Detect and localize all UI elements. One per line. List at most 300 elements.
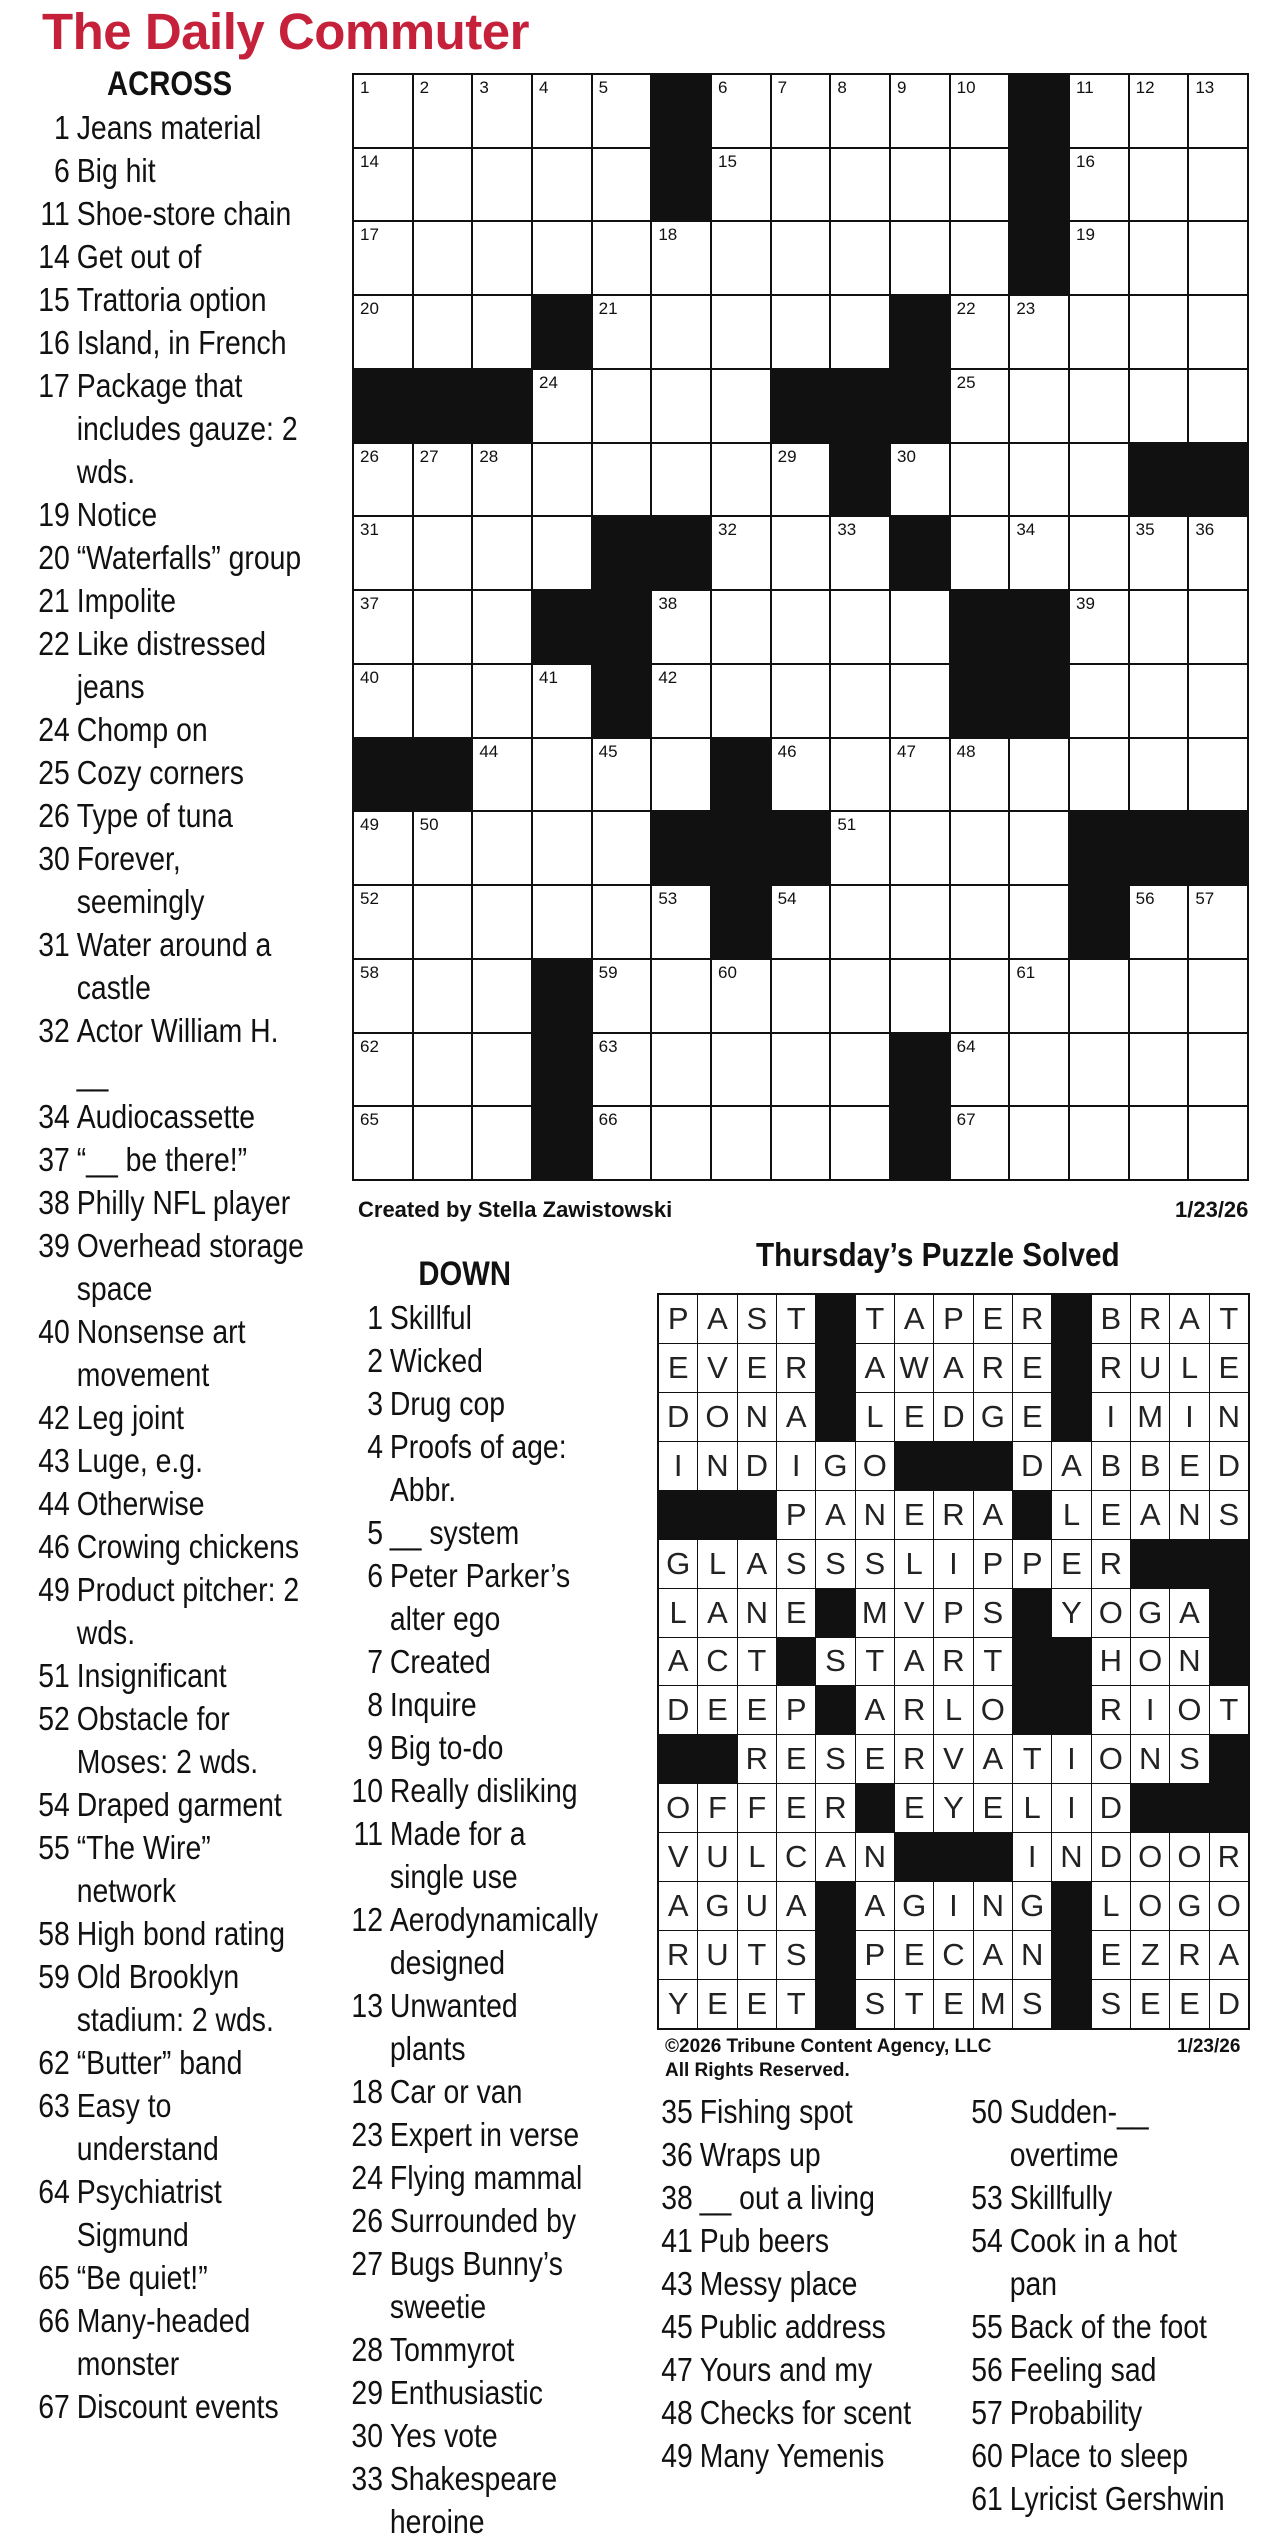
grid-cell[interactable] <box>1189 665 1247 737</box>
black-square <box>354 370 412 442</box>
cell-number: 23 <box>1016 299 1036 319</box>
solution-letter: E <box>738 1686 776 1734</box>
grid-cell[interactable] <box>831 1034 889 1106</box>
grid-cell[interactable] <box>712 222 770 294</box>
grid-cell[interactable] <box>712 1107 770 1179</box>
clue-number: 43 <box>38 1442 70 1479</box>
clue-text: Made for a single use <box>389 1815 526 1895</box>
grid-cell[interactable] <box>473 739 531 811</box>
black-square <box>593 591 651 663</box>
grid-cell[interactable] <box>951 517 1009 589</box>
grid-cell[interactable] <box>354 75 412 147</box>
grid-cell[interactable] <box>712 149 770 221</box>
grid-cell[interactable] <box>414 444 472 516</box>
grid-cell[interactable] <box>772 296 830 368</box>
solution-letter: A <box>777 1882 815 1930</box>
grid-cell[interactable] <box>1070 444 1128 516</box>
grid-cell[interactable] <box>652 1107 710 1179</box>
grid-cell[interactable] <box>1070 1034 1128 1106</box>
grid-cell[interactable] <box>891 222 949 294</box>
grid-cell[interactable] <box>1070 222 1128 294</box>
clue-text: Otherwise <box>76 1485 205 1522</box>
cell-number: 9 <box>897 78 907 97</box>
clue-number: 11 <box>40 195 70 232</box>
solution-letter: D <box>1210 1442 1248 1490</box>
solution-black-square <box>1170 1540 1208 1588</box>
clue-text: Forever, seemingly <box>76 840 205 920</box>
grid-cell[interactable] <box>1189 1107 1247 1179</box>
grid-cell[interactable] <box>1010 1034 1068 1106</box>
black-square <box>1130 812 1188 884</box>
grid-cell[interactable] <box>1070 960 1128 1032</box>
grid-cell[interactable] <box>414 960 472 1032</box>
grid-cell[interactable] <box>891 960 949 1032</box>
black-square <box>414 739 472 811</box>
clue-number: 59 <box>38 1958 70 1995</box>
grid-cell[interactable] <box>473 75 531 147</box>
grid-cell[interactable] <box>1070 591 1128 663</box>
grid-cell[interactable] <box>1070 296 1128 368</box>
solution-letter: E <box>1092 1491 1130 1539</box>
grid-cell[interactable] <box>533 517 591 589</box>
grid-cell[interactable] <box>1189 886 1247 958</box>
clue-text: Nonsense art movement <box>76 1313 246 1393</box>
grid-cell[interactable] <box>533 444 591 516</box>
grid-cell[interactable] <box>1189 75 1247 147</box>
solution-letter: E <box>895 1931 933 1979</box>
solution-letter: D <box>1210 1980 1248 2028</box>
grid-cell[interactable] <box>891 149 949 221</box>
grid-cell[interactable] <box>1130 591 1188 663</box>
grid-cell[interactable] <box>354 296 412 368</box>
grid-cell[interactable] <box>473 1107 531 1179</box>
grid-cell[interactable] <box>772 739 830 811</box>
grid-cell[interactable] <box>473 1034 531 1106</box>
grid-cell[interactable] <box>354 1107 412 1179</box>
clue-text: Easy to understand <box>76 2087 219 2167</box>
black-square <box>354 739 412 811</box>
clue-number: 67 <box>38 2388 70 2425</box>
solution-letter: G <box>698 1882 736 1930</box>
grid-cell[interactable] <box>533 75 591 147</box>
grid-cell[interactable] <box>951 75 1009 147</box>
grid-cell[interactable] <box>951 296 1009 368</box>
solution-letter: O <box>1210 1882 1248 1930</box>
grid-cell[interactable] <box>1070 665 1128 737</box>
grid-cell[interactable] <box>1010 960 1068 1032</box>
clue-number: 24 <box>351 2159 383 2196</box>
cell-number: 49 <box>360 815 379 835</box>
grid-cell[interactable] <box>951 370 1009 442</box>
solution-letter: A <box>934 1344 972 1392</box>
solution-letter: N <box>974 1882 1012 1930</box>
grid-cell[interactable] <box>1189 1034 1247 1106</box>
clue-number: 20 <box>38 539 70 576</box>
solution-black-square <box>1210 1589 1248 1637</box>
clue-item <box>32 1439 307 1482</box>
grid-cell[interactable] <box>1070 370 1128 442</box>
cell-number: 21 <box>598 299 618 319</box>
black-square <box>1189 444 1247 516</box>
grid-cell[interactable] <box>951 149 1009 221</box>
grid-cell[interactable] <box>593 960 651 1032</box>
grid-cell[interactable] <box>473 960 531 1032</box>
grid-cell[interactable] <box>1010 444 1068 516</box>
grid-cell[interactable] <box>593 222 651 294</box>
grid-cell[interactable] <box>1010 370 1068 442</box>
clue-item <box>32 708 307 751</box>
grid-cell[interactable] <box>831 517 889 589</box>
clue-item <box>965 2219 1232 2305</box>
solution-letter: R <box>934 1491 972 1539</box>
grid-cell[interactable] <box>1189 960 1247 1032</box>
grid-cell[interactable] <box>831 1107 889 1179</box>
clue-number: 16 <box>38 324 70 361</box>
grid-cell[interactable] <box>712 960 770 1032</box>
grid-cell[interactable] <box>772 75 830 147</box>
grid-cell[interactable] <box>354 812 412 884</box>
grid-cell[interactable] <box>951 960 1009 1032</box>
clue-text: “__ be there!” <box>76 1141 248 1178</box>
grid-cell[interactable] <box>593 296 651 368</box>
grid-cell[interactable] <box>951 444 1009 516</box>
grid-cell[interactable] <box>593 812 651 884</box>
solution-letter: I <box>1052 1735 1090 1783</box>
grid-cell[interactable] <box>1189 149 1247 221</box>
grid-cell[interactable] <box>772 222 830 294</box>
grid-cell[interactable] <box>1130 960 1188 1032</box>
clue-text: Yes vote <box>389 2417 498 2454</box>
solution-black-square <box>1210 1540 1248 1588</box>
cell-number: 33 <box>837 520 857 540</box>
grid-cell[interactable] <box>1189 739 1247 811</box>
solution-letter: Z <box>1131 1931 1169 1979</box>
grid-cell[interactable] <box>593 1034 651 1106</box>
black-square <box>473 370 531 442</box>
solution-letter: S <box>1013 1980 1051 2028</box>
grid-cell[interactable] <box>831 665 889 737</box>
grid-cell[interactable] <box>533 886 591 958</box>
grid-cell[interactable] <box>473 296 531 368</box>
grid-cell[interactable] <box>593 75 651 147</box>
black-square <box>891 1034 949 1106</box>
grid-cell[interactable] <box>533 665 591 737</box>
grid-cell[interactable] <box>772 886 830 958</box>
clue-item <box>340 2414 589 2457</box>
grid-cell[interactable] <box>831 296 889 368</box>
grid-cell[interactable] <box>652 739 710 811</box>
clue-number: 15 <box>38 281 70 318</box>
clue-text: Get out of <box>76 238 202 275</box>
grid-cell[interactable] <box>772 444 830 516</box>
grid-cell[interactable] <box>712 591 770 663</box>
grid-cell[interactable] <box>1130 886 1188 958</box>
solution-letter: S <box>816 1540 854 1588</box>
grid-cell[interactable] <box>414 812 472 884</box>
grid-cell[interactable] <box>831 149 889 221</box>
clue-text: Island, in French <box>76 324 287 361</box>
grid-cell[interactable] <box>1010 296 1068 368</box>
grid-cell[interactable] <box>1189 222 1247 294</box>
cell-number: 8 <box>837 78 847 97</box>
grid-cell[interactable] <box>891 886 949 958</box>
grid-cell[interactable] <box>712 444 770 516</box>
grid-cell[interactable] <box>1189 591 1247 663</box>
grid-cell[interactable] <box>1130 517 1188 589</box>
grid-cell[interactable] <box>354 886 412 958</box>
grid-cell[interactable] <box>1189 296 1247 368</box>
clue-text: Probability <box>1009 2394 1143 2431</box>
grid-cell[interactable] <box>951 1107 1009 1179</box>
grid-cell[interactable] <box>891 665 949 737</box>
cell-number: 35 <box>1135 520 1155 540</box>
clue-number: 23 <box>351 2116 383 2153</box>
solution-letter: G <box>974 1393 1012 1441</box>
solution-letter: W <box>895 1344 933 1392</box>
grid-cell[interactable] <box>1130 149 1188 221</box>
grid-cell[interactable] <box>593 444 651 516</box>
grid-cell[interactable] <box>712 370 770 442</box>
clue-item <box>32 1568 307 1654</box>
cell-number: 18 <box>658 225 678 245</box>
grid-cell[interactable] <box>414 75 472 147</box>
clue-number: 40 <box>38 1313 70 1350</box>
grid-cell[interactable] <box>831 886 889 958</box>
grid-cell[interactable] <box>652 665 710 737</box>
grid-cell[interactable] <box>951 886 1009 958</box>
grid-cell[interactable] <box>1189 370 1247 442</box>
clue-number: 31 <box>38 926 70 963</box>
solution-letter: E <box>777 1735 815 1783</box>
clue-number: 26 <box>351 2202 383 2239</box>
grid-cell[interactable] <box>891 739 949 811</box>
clue-text: Discount events <box>76 2388 279 2425</box>
grid-cell[interactable] <box>652 370 710 442</box>
grid-cell[interactable] <box>414 591 472 663</box>
clue-text: Inquire <box>389 1686 477 1723</box>
grid-cell[interactable] <box>414 886 472 958</box>
clue-item <box>32 923 307 1009</box>
clue-text: Wicked <box>389 1342 483 1379</box>
grid-cell[interactable] <box>414 1034 472 1106</box>
grid-cell[interactable] <box>414 1107 472 1179</box>
grid-cell[interactable] <box>1010 1107 1068 1179</box>
grid-cell[interactable] <box>354 591 412 663</box>
clue-text: Shoe-store chain <box>76 195 292 232</box>
solution-letter: S <box>974 1589 1012 1637</box>
grid-cell[interactable] <box>772 517 830 589</box>
grid-cell[interactable] <box>652 222 710 294</box>
grid-cell[interactable] <box>652 444 710 516</box>
cell-number: 7 <box>777 78 788 97</box>
grid-cell[interactable] <box>891 444 949 516</box>
grid-cell[interactable] <box>414 665 472 737</box>
grid-cell[interactable] <box>473 812 531 884</box>
grid-cell[interactable] <box>831 812 889 884</box>
grid-cell[interactable] <box>473 665 531 737</box>
grid-cell[interactable] <box>533 739 591 811</box>
grid-cell[interactable] <box>652 960 710 1032</box>
clue-text: Yours and my <box>699 2351 873 2388</box>
grid-cell[interactable] <box>354 444 412 516</box>
grid-cell[interactable] <box>1130 296 1188 368</box>
grid-cell[interactable] <box>652 1034 710 1106</box>
grid-cell[interactable] <box>652 886 710 958</box>
solution-letter: I <box>934 1882 972 1930</box>
grid-cell[interactable] <box>1130 222 1188 294</box>
grid-cell[interactable] <box>593 739 651 811</box>
solution-black-square <box>934 1442 972 1490</box>
grid-cell[interactable] <box>354 149 412 221</box>
clue-item <box>340 1554 589 1640</box>
grid-cell[interactable] <box>951 222 1009 294</box>
solution-letter: O <box>698 1393 736 1441</box>
solution-letter: U <box>1131 1344 1169 1392</box>
grid-cell[interactable] <box>891 75 949 147</box>
grid-cell[interactable] <box>831 591 889 663</box>
grid-cell[interactable] <box>1070 739 1128 811</box>
solution-letter: E <box>777 1589 815 1637</box>
solution-black-square <box>1013 1589 1051 1637</box>
grid-cell[interactable] <box>772 149 830 221</box>
grid-cell[interactable] <box>712 296 770 368</box>
clue-number: 41 <box>661 2222 693 2259</box>
clue-item <box>965 2434 1232 2477</box>
grid-cell[interactable] <box>831 960 889 1032</box>
grid-cell[interactable] <box>1070 517 1128 589</box>
solution-black-square <box>1052 1393 1090 1441</box>
solution-black-square <box>1170 1784 1208 1832</box>
grid-cell[interactable] <box>652 591 710 663</box>
solution-black-square <box>738 1491 776 1539</box>
grid-cell[interactable] <box>593 886 651 958</box>
grid-cell[interactable] <box>951 739 1009 811</box>
grid-cell[interactable] <box>354 222 412 294</box>
solution-letter: A <box>1131 1491 1169 1539</box>
clue-item <box>32 622 307 708</box>
clue-text: Crowing chickens <box>76 1528 300 1565</box>
grid-cell[interactable] <box>354 665 412 737</box>
grid-cell[interactable] <box>473 444 531 516</box>
grid-cell[interactable] <box>1130 1034 1188 1106</box>
grid-cell[interactable] <box>772 665 830 737</box>
clue-item <box>32 149 307 192</box>
grid-cell[interactable] <box>533 370 591 442</box>
grid-cell[interactable] <box>951 812 1009 884</box>
clue-number: 65 <box>38 2259 70 2296</box>
clue-number: 19 <box>38 496 70 533</box>
grid-cell[interactable] <box>831 739 889 811</box>
solution-letter: S <box>816 1638 854 1686</box>
cell-number: 30 <box>897 446 916 466</box>
grid-cell[interactable] <box>354 517 412 589</box>
grid-cell[interactable] <box>1130 75 1188 147</box>
grid-cell[interactable] <box>414 517 472 589</box>
grid-cell[interactable] <box>891 812 949 884</box>
grid-cell[interactable] <box>473 517 531 589</box>
clue-item <box>32 2041 307 2084</box>
grid-cell[interactable] <box>1130 1107 1188 1179</box>
grid-cell[interactable] <box>1010 739 1068 811</box>
grid-cell[interactable] <box>1070 75 1128 147</box>
black-square <box>652 812 710 884</box>
grid-cell[interactable] <box>1010 886 1068 958</box>
clue-text: Peter Parker’s alter ego <box>389 1557 571 1637</box>
grid-cell[interactable] <box>1130 370 1188 442</box>
solution-letter: E <box>698 1980 736 2028</box>
solution-black-square <box>777 1638 815 1686</box>
grid-cell[interactable] <box>772 960 830 1032</box>
grid-cell[interactable] <box>1130 665 1188 737</box>
grid-cell[interactable] <box>593 149 651 221</box>
grid-cell[interactable] <box>831 75 889 147</box>
grid-cell[interactable] <box>1070 1107 1128 1179</box>
grid-cell[interactable] <box>1070 149 1128 221</box>
grid-cell[interactable] <box>1010 812 1068 884</box>
grid-cell[interactable] <box>712 1034 770 1106</box>
grid-cell[interactable] <box>533 149 591 221</box>
grid-cell[interactable] <box>1010 517 1068 589</box>
grid-cell[interactable] <box>712 517 770 589</box>
grid-cell[interactable] <box>772 1107 830 1179</box>
solution-letter: G <box>816 1442 854 1490</box>
solution-letter: A <box>895 1638 933 1686</box>
solution-letter: S <box>856 1540 894 1588</box>
clue-text: “Waterfalls” group <box>76 539 302 576</box>
grid-cell[interactable] <box>354 960 412 1032</box>
clue-text: Back of the foot <box>1009 2308 1207 2345</box>
cell-number: 61 <box>1016 962 1036 982</box>
grid-cell[interactable] <box>533 222 591 294</box>
cell-number: 46 <box>777 741 797 761</box>
grid-cell[interactable] <box>414 296 472 368</box>
grid-cell[interactable] <box>473 591 531 663</box>
grid-cell[interactable] <box>473 149 531 221</box>
cell-number: 19 <box>1076 225 1095 245</box>
solution-letter: A <box>738 1540 776 1588</box>
clue-number: 55 <box>971 2308 1003 2345</box>
clue-number: 64 <box>38 2173 70 2210</box>
solution-letter: T <box>1210 1686 1248 1734</box>
grid-cell[interactable] <box>891 591 949 663</box>
grid-cell[interactable] <box>772 591 830 663</box>
solution-black-square <box>1052 1295 1090 1343</box>
grid-cell[interactable] <box>414 222 472 294</box>
grid-cell[interactable] <box>1130 739 1188 811</box>
grid-cell[interactable] <box>712 665 770 737</box>
solution-letter: E <box>1013 1393 1051 1441</box>
grid-cell[interactable] <box>772 1034 830 1106</box>
grid-cell[interactable] <box>593 370 651 442</box>
grid-cell[interactable] <box>593 1107 651 1179</box>
clue-number: 60 <box>971 2437 1003 2474</box>
grid-cell[interactable] <box>354 1034 412 1106</box>
clue-item <box>32 364 307 493</box>
cell-number: 59 <box>598 962 618 982</box>
grid-cell[interactable] <box>831 222 889 294</box>
grid-cell[interactable] <box>473 886 531 958</box>
solution-black-square <box>816 1931 854 1979</box>
grid-cell[interactable] <box>712 75 770 147</box>
grid-cell[interactable] <box>951 1034 1009 1106</box>
solution-letter: N <box>1210 1393 1248 1441</box>
grid-cell[interactable] <box>652 296 710 368</box>
grid-cell[interactable] <box>1189 517 1247 589</box>
copyright-line-2: All Rights Reserved. <box>665 2060 850 2081</box>
grid-cell[interactable] <box>473 222 531 294</box>
grid-cell[interactable] <box>533 812 591 884</box>
grid-cell[interactable] <box>414 149 472 221</box>
